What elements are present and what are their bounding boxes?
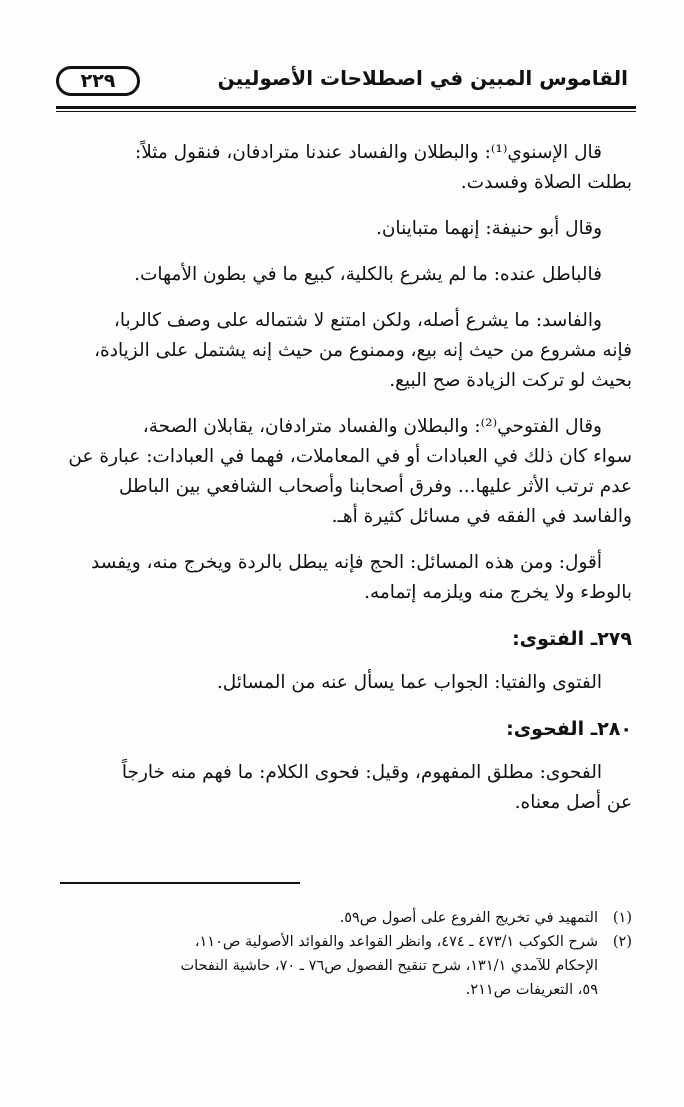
text-line: عن أصل معناه.: [514, 792, 632, 813]
footnote-key: (١): [612, 910, 632, 926]
text-line: وقال أبو حنيفة: إنهما متباينان.: [375, 218, 602, 239]
footnote-text: التمهيد في تخريج الفروع على أصول ص٥٩.: [339, 910, 598, 926]
paragraph-abu-hanifa: [44, 214, 632, 244]
footnote-2: [44, 930, 632, 1002]
page-number-badge: ٢٢٩: [56, 66, 140, 96]
running-header-title: القاموس المبين في اصطلاحات الأصوليين: [217, 66, 628, 90]
text-line: بالوطء ولا يخرج منه ويلزمه إتمامه.: [364, 582, 632, 603]
footnote-separator: [60, 882, 300, 884]
text-line: الفحوى: مطلق المفهوم، وقيل: فحوى الكلام: ما فهم منه خارجاً: [121, 762, 602, 783]
footnote-key: (٢): [612, 934, 632, 950]
text-line: وقال الفتوحي⁽²⁾: والبطلان والفساد مترادفان، يقابلان الصحة،: [142, 416, 602, 437]
paragraph-futuhi: [44, 412, 632, 532]
paragraph-batil: [44, 260, 632, 290]
entry-heading-fahwa: ٢٨٠ـ الفحوى:: [506, 718, 632, 740]
paragraph-fasid: [44, 306, 632, 396]
entry-body-fatwa: [44, 668, 632, 698]
footnotes: [44, 906, 632, 1002]
text-line: الفتوى والفتيا: الجواب عما يسأل عنه من المسائل.: [216, 672, 602, 693]
footnote-text: [44, 930, 598, 1002]
text-line: بطلت الصلاة وفسدت.: [460, 172, 632, 193]
text-line: سواء كان ذلك في العبادات أو في المعاملات، فهما في العبادات: عبارة عن: [68, 446, 632, 467]
footnote-line: ٥٩، التعريفات ص٢١١.: [465, 982, 598, 998]
footnote-line: شرح الكوكب ٤٧٣/١ ـ ٤٧٤، وانظر القواعد والفوائد الأصولية ص١١٠،: [194, 934, 598, 950]
text-line: عدم ترتب الأثر عليها... وفرق أصحابنا وأصحاب الشافعي بين الباطل: [119, 476, 632, 497]
entry-body-fahwa: [44, 758, 632, 818]
paragraph-isnawi: [44, 138, 632, 198]
text-line: أقول: ومن هذه المسائل: الحج فإنه يبطل بالردة ويخرج منه، ويفسد: [90, 552, 602, 573]
paragraph-aqul: [44, 548, 632, 608]
text-line: والفاسد في الفقه في مسائل كثيرة أهـ.: [331, 506, 632, 527]
entry-heading-fatwa: ٢٧٩ـ الفتوى:: [512, 628, 632, 650]
text-line: والفاسد: ما يشرع أصله، ولكن امتنع لا شتماله على وصف كالربا،: [113, 310, 602, 331]
footnote-1: [44, 906, 632, 930]
text-line: بحيث لو تركت الزيادة صح البيع.: [389, 370, 632, 391]
header-rule-thin: [56, 111, 636, 112]
text-line: قال الإسنوي⁽¹⁾: والبطلان والفساد عندنا مترادفان، فنقول مثلاً:: [135, 142, 602, 163]
main-text: [44, 138, 632, 834]
footnote-line: الإحكام للآمدي ١٣١/١، شرح تنقيح الفصول ص٧٦ ـ ٧٠، حاشية النفحات: [180, 958, 598, 974]
header-rule-thick: [56, 106, 636, 109]
text-line: فإنه مشروع من حيث إنه بيع، وممنوع من حيث إنه يشتمل على الزيادة،: [94, 340, 632, 361]
text-line: فالباطل عنده: ما لم يشرع بالكلية، كبيع ما في بطون الأمهات.: [134, 264, 602, 285]
